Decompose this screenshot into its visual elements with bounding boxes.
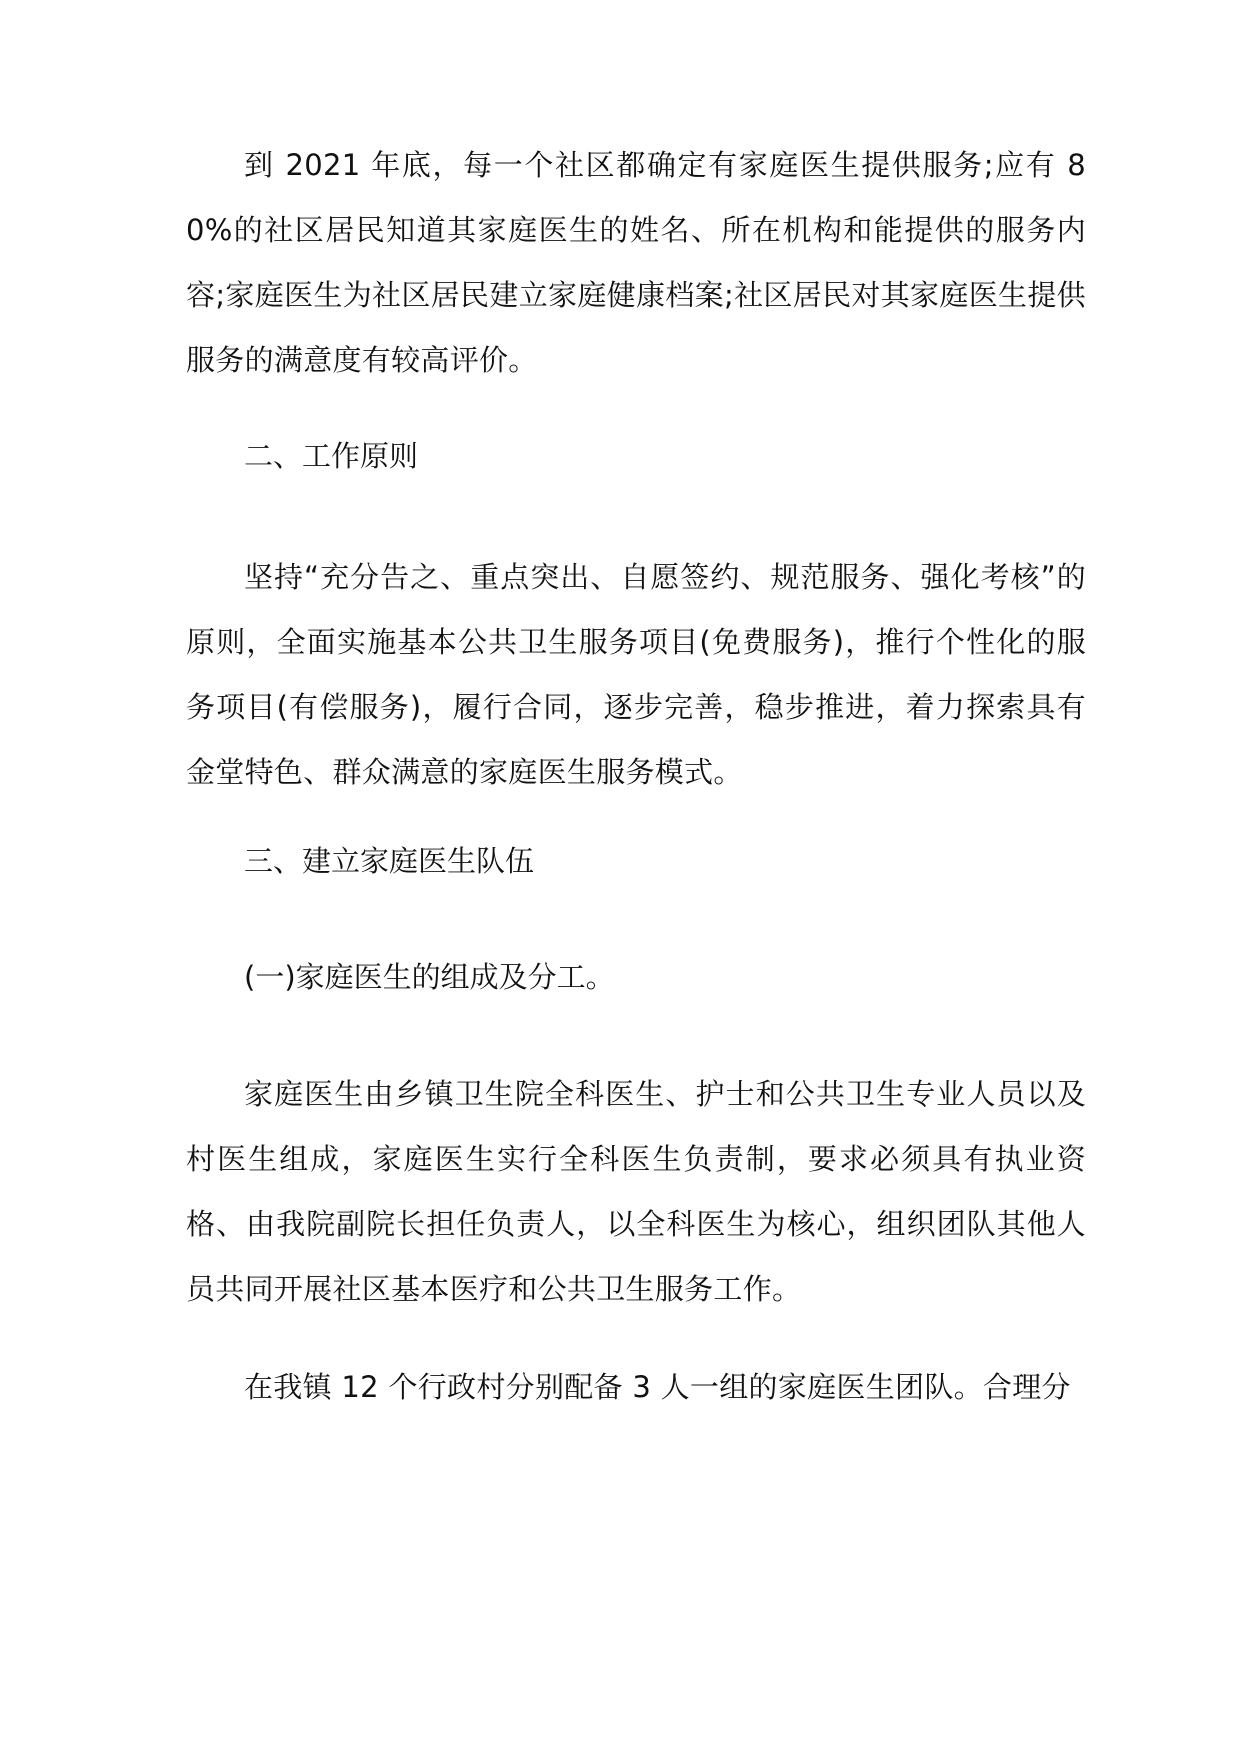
section-heading-team: 三、建立家庭医生队伍 bbox=[244, 844, 535, 878]
paragraph-principles: 坚持“充分告之、重点突出、自愿签约、规范服务、强化考核”的原则，全面实施基本公共卫生服务项目(免费服务)，推行个性化的服务项目(有偿服务)，履行合同，逐步完善，稳步推进，着力探索具有金堂特色、群众满意的家庭医生服务模式。 bbox=[186, 560, 1086, 789]
paragraph-composition: 家庭医生由乡镇卫生院全科医生、护士和公共卫生专业人员以及村医生组成，家庭医生实行全科医生负责制，要求必须具有执业资格、由我院副院长担任负责人，以全科医生为核心，组织团队其他人员共同开展社区基本医疗和公共卫生服务工作。 bbox=[186, 1077, 1086, 1306]
paragraph-targets: 到 2021 年底，每一个社区都确定有家庭医生提供服务;应有 80%的社区居民知道其家庭医生的姓名、所在机构和能提供的服务内容;家庭医生为社区居民建立家庭健康档案;社区居民对其家庭医生提供服务的满意度有较高评价。 bbox=[186, 148, 1086, 377]
subsection-heading-composition: (一)家庭医生的组成及分工。 bbox=[244, 960, 615, 994]
section-heading-principles: 二、工作原则 bbox=[244, 439, 419, 473]
paragraph-village-teams: 在我镇 12 个行政村分别配备 3 人一组的家庭医生团队。合理分 bbox=[244, 1370, 1071, 1404]
